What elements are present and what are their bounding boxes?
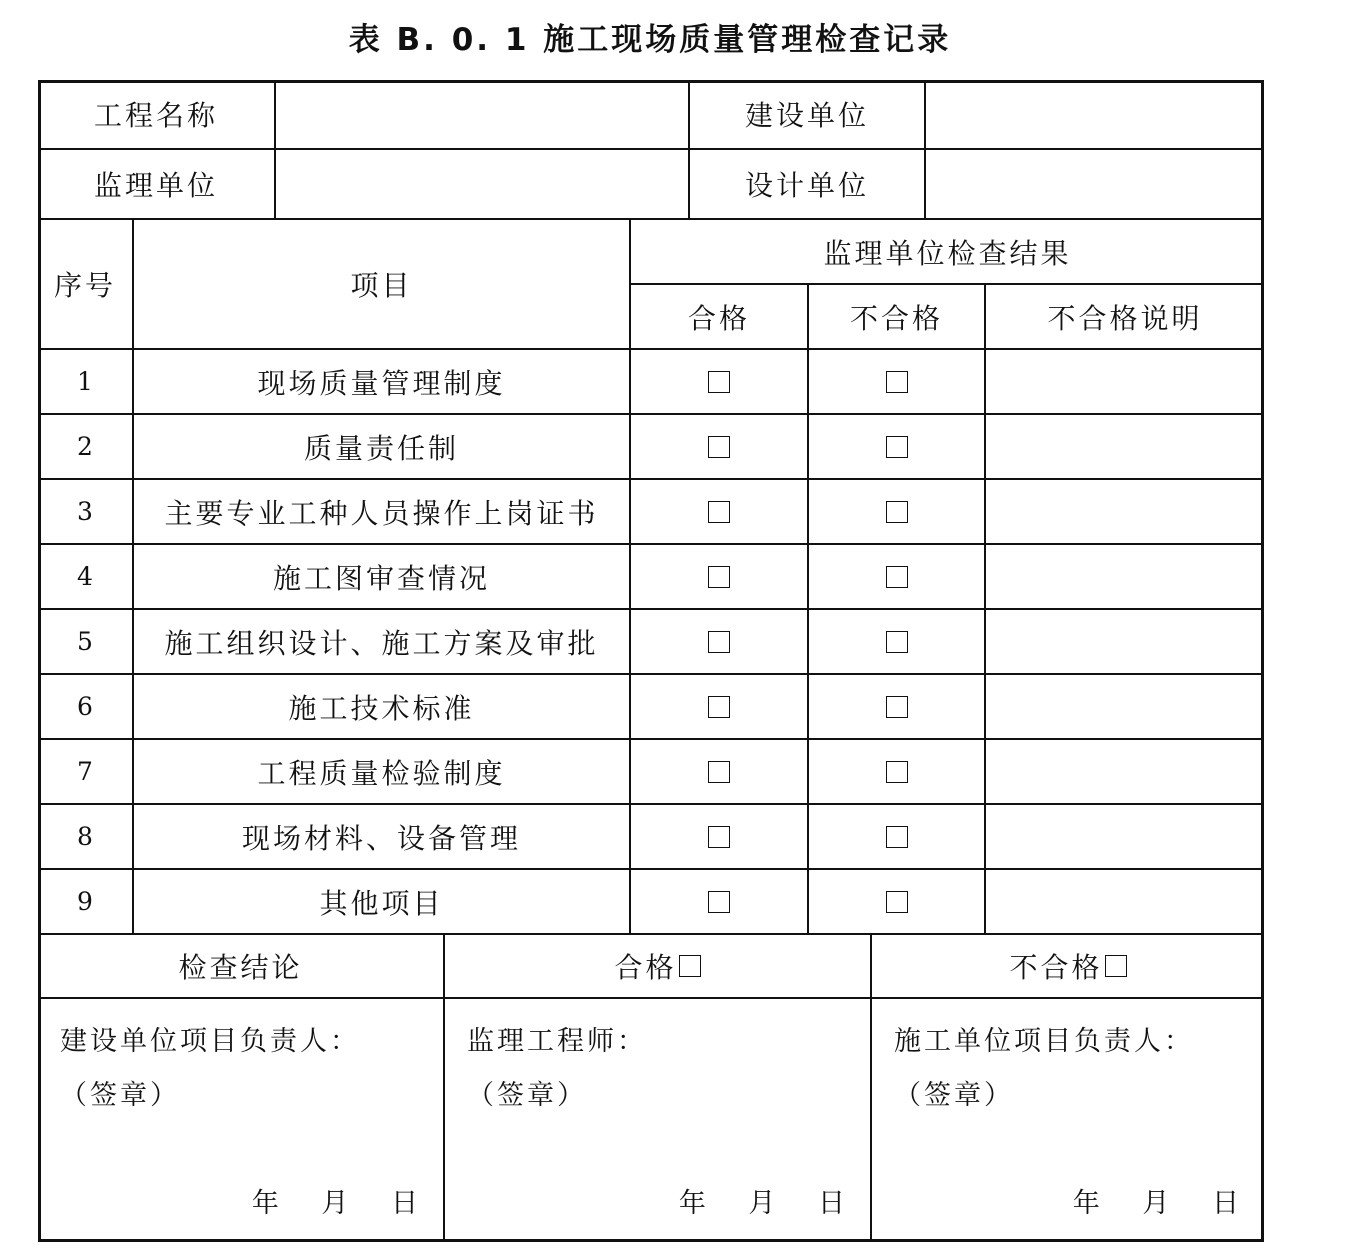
project-name-field[interactable]: [274, 80, 688, 148]
row-number-cell: 9: [38, 868, 132, 933]
conclusion-fail-checkbox[interactable]: [1105, 955, 1127, 977]
fail-cell: [807, 803, 984, 868]
result-group-header: 监理单位检查结果: [629, 218, 1264, 283]
pass-checkbox[interactable]: [708, 826, 730, 848]
row-number-cell: 5: [38, 608, 132, 673]
signature-role: 监理工程师：: [467, 1026, 647, 1057]
page-title: 表 B. 0. 1 施工现场质量管理检查记录: [348, 22, 952, 58]
designer-label: 设计单位: [688, 148, 924, 218]
fail-checkbox[interactable]: [886, 891, 908, 913]
signature-role: 施工单位项目负责人：: [894, 1026, 1194, 1057]
designer-field[interactable]: [924, 148, 1264, 218]
fail-checkbox[interactable]: [886, 761, 908, 783]
fail-cell: [807, 738, 984, 803]
fail-checkbox[interactable]: [886, 566, 908, 588]
row-item-cell: 施工组织设计、施工方案及审批: [132, 608, 629, 673]
fail-checkbox[interactable]: [886, 631, 908, 653]
signature-stamp: （签章）: [467, 1080, 587, 1111]
row-item-cell: 施工图审查情况: [132, 543, 629, 608]
row-item-cell: 现场质量管理制度: [132, 348, 629, 413]
pass-cell: [629, 348, 807, 413]
fail-note-cell[interactable]: [984, 673, 1264, 738]
fail-cell: [807, 608, 984, 673]
fail-cell: [807, 348, 984, 413]
pass-checkbox[interactable]: [708, 891, 730, 913]
conclusion-pass-label: 合格: [614, 951, 677, 984]
fail-header: 不合格: [807, 283, 984, 348]
builder-label: 建设单位: [688, 80, 924, 148]
row-number-cell: 4: [38, 543, 132, 608]
fail-note-cell[interactable]: [984, 738, 1264, 803]
row-number-cell: 8: [38, 803, 132, 868]
fail-note-cell[interactable]: [984, 803, 1264, 868]
pass-checkbox[interactable]: [708, 501, 730, 523]
fail-note-cell[interactable]: [984, 348, 1264, 413]
pass-checkbox[interactable]: [708, 436, 730, 458]
pass-checkbox[interactable]: [708, 566, 730, 588]
row-number-cell: 7: [38, 738, 132, 803]
row-number-cell: 3: [38, 478, 132, 543]
conclusion-fail-cell: [870, 933, 1264, 997]
conclusion-pass-cell: [443, 933, 870, 997]
conclusion-label: 检查结论: [38, 933, 443, 997]
conclusion-fail-label: 不合格: [1009, 951, 1103, 984]
signature-date: 年 月 日: [251, 1188, 421, 1219]
pass-checkbox[interactable]: [708, 696, 730, 718]
signature-role: 建设单位项目负责人：: [60, 1026, 360, 1057]
row-item-cell: 工程质量检验制度: [132, 738, 629, 803]
fail-cell: [807, 868, 984, 933]
pass-checkbox[interactable]: [708, 761, 730, 783]
row-item-cell: 主要专业工种人员操作上岗证书: [132, 478, 629, 543]
row-item-cell: 其他项目: [132, 868, 629, 933]
fail-checkbox[interactable]: [886, 436, 908, 458]
fail-note-cell[interactable]: [984, 413, 1264, 478]
inspection-record-table: [38, 80, 1264, 1242]
fail-checkbox[interactable]: [886, 371, 908, 393]
pass-cell: [629, 478, 807, 543]
project-name-label: 工程名称: [93, 99, 218, 132]
fail-note-cell[interactable]: [984, 543, 1264, 608]
pass-cell: [629, 673, 807, 738]
supervisor-field[interactable]: [274, 148, 688, 218]
row-item-cell: 施工技术标准: [132, 673, 629, 738]
signature-date: 年 月 日: [678, 1188, 848, 1219]
fail-note-cell[interactable]: [984, 608, 1264, 673]
signature-date: 年 月 日: [1072, 1188, 1242, 1219]
seq-header: 序号: [38, 218, 132, 348]
row-item-cell: 质量责任制: [132, 413, 629, 478]
pass-checkbox[interactable]: [708, 371, 730, 393]
fail-cell: [807, 543, 984, 608]
signature-stamp: （签章）: [60, 1080, 180, 1111]
builder-field[interactable]: [924, 80, 1264, 148]
row-number-cell: 2: [38, 413, 132, 478]
row-item-cell: 现场材料、设备管理: [132, 803, 629, 868]
fail-cell: [807, 673, 984, 738]
row-number-cell: 6: [38, 673, 132, 738]
pass-cell: [629, 608, 807, 673]
fail-checkbox[interactable]: [886, 501, 908, 523]
signature-stamp: （签章）: [894, 1080, 1014, 1111]
fail-cell: [807, 478, 984, 543]
pass-cell: [629, 738, 807, 803]
fail-note-cell[interactable]: [984, 478, 1264, 543]
pass-cell: [629, 543, 807, 608]
supervisor-signature-cell[interactable]: [443, 997, 870, 1242]
pass-checkbox[interactable]: [708, 631, 730, 653]
fail-cell: [807, 413, 984, 478]
supervisor-label: 监理单位: [38, 148, 274, 218]
fail-note-cell[interactable]: [984, 868, 1264, 933]
row-number-cell: 1: [38, 348, 132, 413]
builder-signature-cell[interactable]: [38, 997, 443, 1242]
fail-checkbox[interactable]: [886, 696, 908, 718]
pass-header: 合格: [629, 283, 807, 348]
contractor-signature-cell[interactable]: [870, 997, 1264, 1242]
item-header: 项目: [132, 218, 629, 348]
fail-checkbox[interactable]: [886, 826, 908, 848]
pass-cell: [629, 413, 807, 478]
fail-note-header: 不合格说明: [984, 283, 1264, 348]
pass-cell: [629, 868, 807, 933]
conclusion-pass-checkbox[interactable]: [679, 955, 701, 977]
pass-cell: [629, 803, 807, 868]
